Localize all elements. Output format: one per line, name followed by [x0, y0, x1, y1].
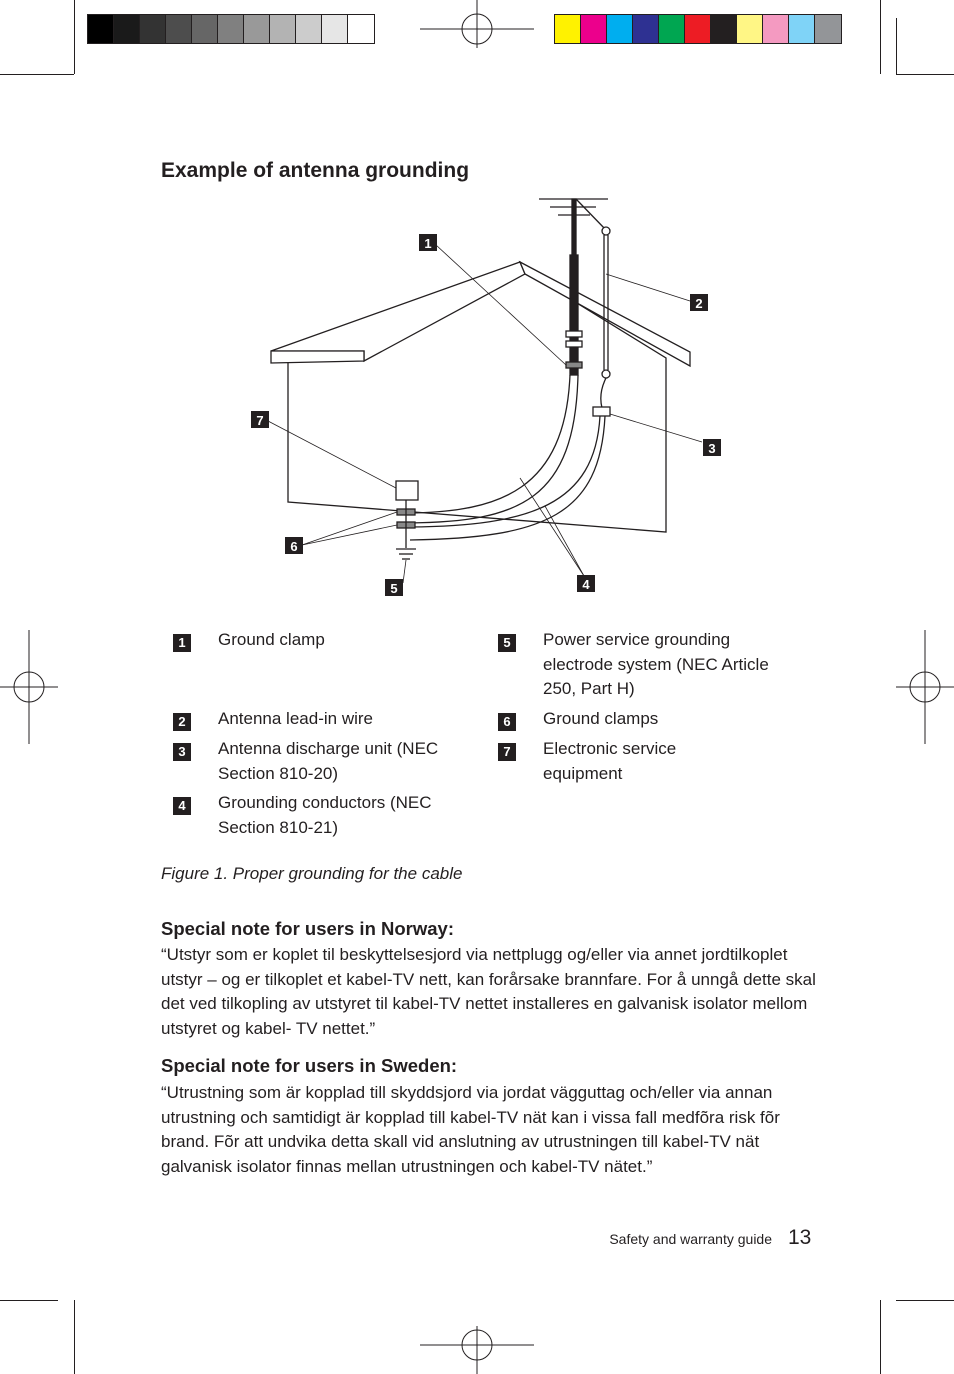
legend-num-2: 2: [173, 713, 191, 731]
callout-1: 1: [424, 236, 432, 251]
legend-text-4: Grounding conductors (NEC Section 810-21): [218, 793, 432, 837]
footer-document-title: Safety and warranty guide: [609, 1231, 772, 1247]
callout-3: 3: [708, 441, 716, 456]
callout-4: 4: [582, 577, 590, 592]
sweden-note-heading: Special note for users in Sweden:: [161, 1055, 458, 1076]
legend-num-1: 1: [173, 634, 191, 652]
legend-num-3: 3: [173, 743, 191, 761]
callout-6: 6: [290, 539, 298, 554]
legend-text-5: Power service grounding electrode system (NEC Article 250, Part H): [543, 630, 769, 698]
house-walls: [288, 268, 666, 532]
service-equipment: [396, 481, 418, 559]
legend-text-1: Ground clamp: [218, 630, 325, 649]
legend-text-2: Antenna lead-in wire: [218, 709, 373, 728]
legend-num-5: 5: [498, 634, 516, 652]
figure-caption: Figure 1. Proper grounding for the cable: [161, 864, 463, 883]
callout-2: 2: [695, 296, 703, 311]
sweden-note-body: “Utrustning som är kopplad till skyddsjord via jordat vägguttag och/eller via annan utrustning och samtidigt är kopplad till kabel-TV nät kan i vissa fall medfõra risk fõr brand. Fõr att undvika detta skall vid anslutning av utrustningen till kabel-TV nät galvanisk isolator finnas mellan utrustningen och kabel-TV nätet.”: [161, 1083, 780, 1176]
page-number: 13: [788, 1226, 812, 1249]
page-heading: Example of antenna grounding: [161, 159, 470, 182]
legend-text-7: Electronic service equipment: [543, 739, 677, 783]
legend-num-4: 4: [173, 797, 191, 815]
norway-note-heading: Special note for users in Norway:: [161, 918, 454, 939]
norway-note-body: “Utstyr som er koplet til beskyttelsesjord via nettplugg og/eller via annet jordtilkoplet utstyr – og er tilkoplet et kabel-TV nett, kan forårsake brannfare. For å unngå dette skal det ved tilkopling av utstyret til kabel-TV nettet installeres en galvanisk isolator mellom utstyret og kabel- TV nettet.”: [161, 945, 816, 1038]
legend-num-6: 6: [498, 713, 516, 731]
legend-text-3: Antenna discharge unit (NEC Section 810-20): [218, 739, 439, 783]
legend-num-7: 7: [498, 743, 516, 761]
callout-5: 5: [390, 581, 398, 596]
callout-7: 7: [256, 413, 264, 428]
legend-text-6: Ground clamps: [543, 709, 659, 728]
